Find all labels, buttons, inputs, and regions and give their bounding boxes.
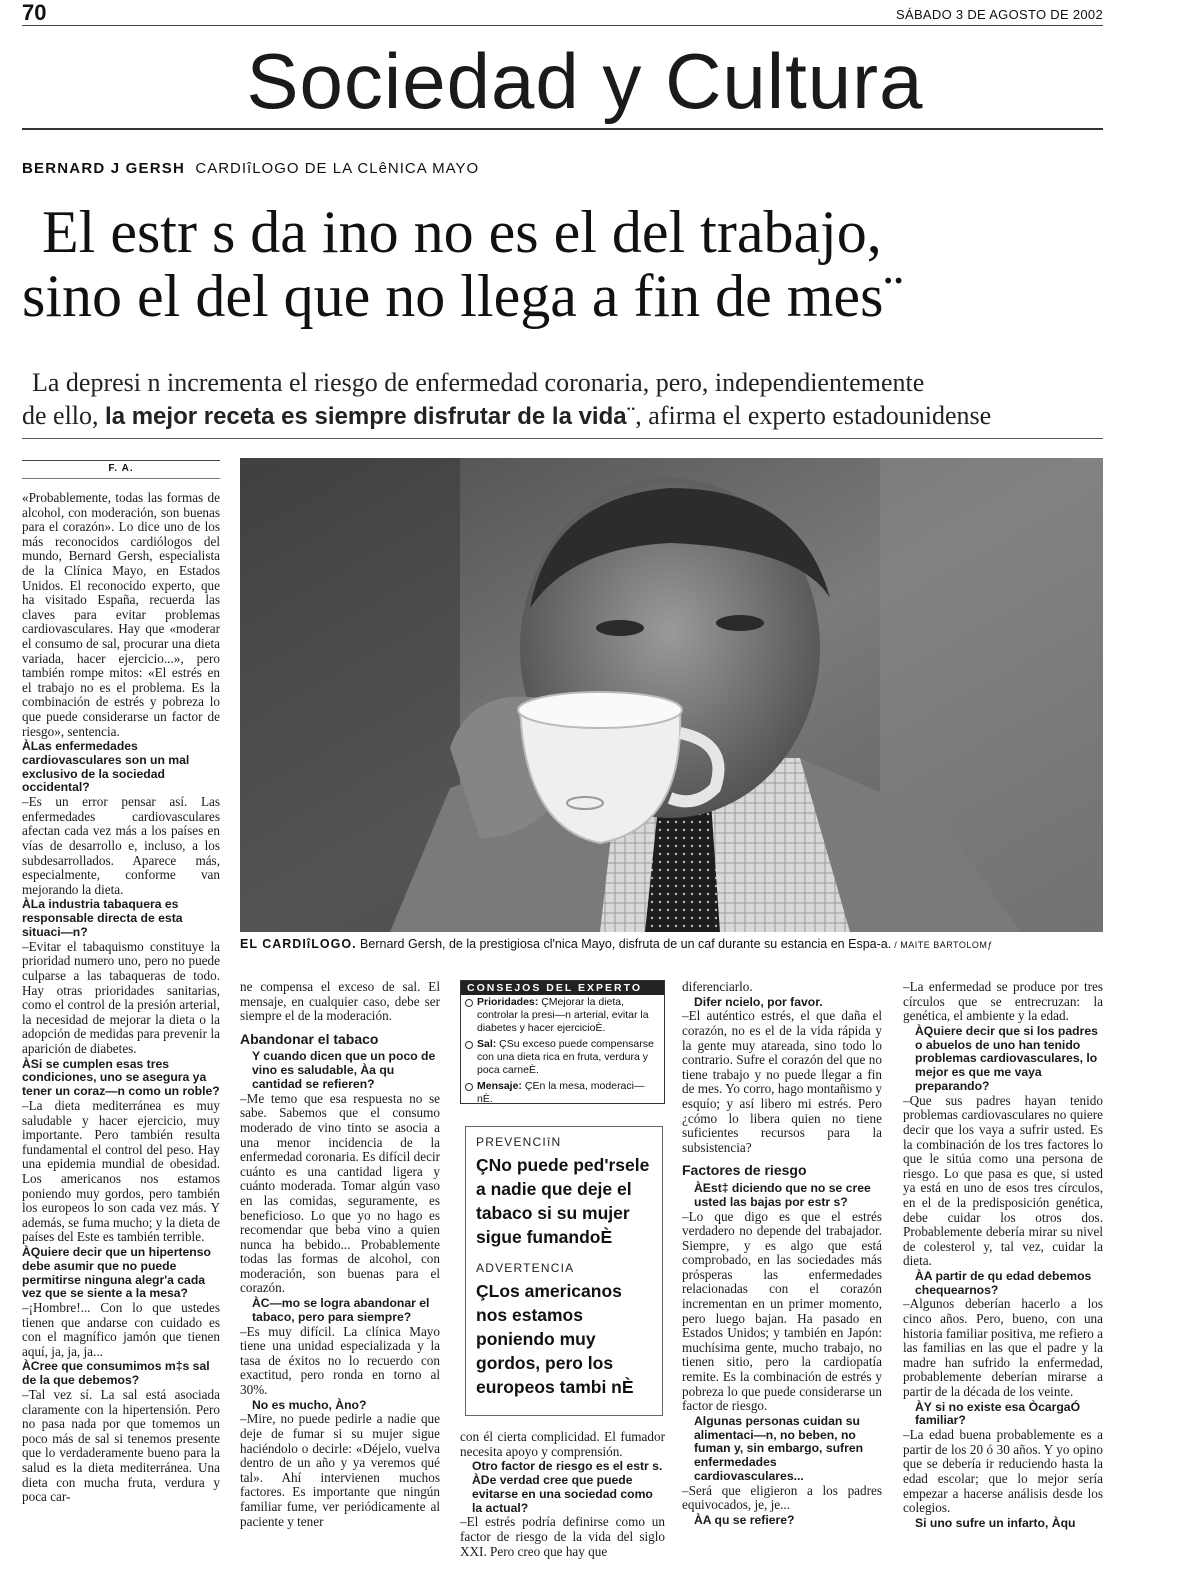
subhead-line-2-start: de ello, bbox=[22, 401, 106, 430]
byline-role: CARDIîLOGO DE LA CLêNICA MAYO bbox=[195, 160, 480, 177]
question: Difer ncielo, por favor. bbox=[694, 994, 823, 1009]
question: Y cuando dicen que un poco de vino es saludable, Àa qu cantidad se refieren? bbox=[252, 1049, 436, 1091]
subheadline bbox=[22, 366, 1112, 433]
section-subheading: Abandonar el tabaco bbox=[240, 1030, 379, 1047]
answer: –Evitar el tabaquismo constituye la prioridad numero uno, pero no puede culparse a las tabaqueras de todo. Hay otras prioridades sanitarias, como el control de la presión arterial, la necesidad de mejorar la dieta o la adopción de medidas para prevenir la aparición de diabetes. bbox=[22, 938, 220, 1056]
photo-illustration bbox=[240, 458, 1103, 932]
answer: –Es un error pensar así. Las enfermedades cardiovasculares afectan cada vez más a los países en vías de desarrollo e, incluso, a los subdesarrollados. Aparece más, especialmente, conforme van mejorando la dieta. bbox=[22, 794, 220, 897]
advice-item bbox=[461, 995, 664, 1037]
question: ÀA partir de qu edad debemos chequearnos? bbox=[915, 1268, 1092, 1297]
caption-label: EL CARDIîLOGO. bbox=[240, 937, 357, 951]
question: Otro factor de riesgo es el estr s. ÀDe verdad cree que puede evitarse en una sociedad como la actual? bbox=[472, 1459, 663, 1515]
subhead-rule bbox=[22, 438, 1103, 439]
question: ÀSi se cumplen esas tres condiciones, uno se asegura ya tener un coraz—n como un roble? bbox=[22, 1056, 220, 1099]
question: ÀC—mo se logra abandonar el tabaco, pero para siempre? bbox=[252, 1296, 430, 1324]
subhead-line-2-bold: la mejor receta es siempre disfrutar de la vida bbox=[105, 403, 627, 430]
bullet-icon bbox=[465, 1041, 473, 1049]
question: ÀA qu se refiere? bbox=[694, 1513, 795, 1527]
article-column-2 bbox=[240, 980, 440, 1529]
answer: –Me temo que esa respuesta no se sabe. Sabemos que el consumo moderado de vino tinto se asocia a una menor incidencia de la enfermedad coronaria. Es difícil decir cuánto es una cantidad ligera y cuánto moderada. Tomar algún vaso en las comidas, seguramente, es beneficioso. Lo que yo no hago es recomendar que beba vino a quien nunca ha bebido... Probablemente todas las formas de alcohol, con moderación, son buenas para el corazón. bbox=[240, 1090, 440, 1296]
question: Algunas personas cuidan su alimentaci—n, no beben, no fuman y, sin embargo, sufren enfermedades cardiovasculares... bbox=[694, 1413, 864, 1484]
answer: –El estrés podría definirse como un factor de riesgo de la vida del siglo XXI. Pero creo que hay que bbox=[460, 1514, 665, 1559]
bullet-icon bbox=[465, 1083, 473, 1091]
section-title: Sociedad y Cultura bbox=[246, 37, 924, 125]
subhead-line-2-end: ¨, afirma el experto estadounidense bbox=[626, 401, 992, 430]
question: Si uno sufre un infarto, Àqu bbox=[915, 1515, 1076, 1530]
headline-line-1: El estr s da ino no es el del trabajo, bbox=[42, 199, 882, 265]
subhead-line-1: La depresi n incrementa el riesgo de enfermedad coronaria, pero, independientemente bbox=[32, 368, 925, 397]
advice-text: ÇMejorar la dieta, controlar la presi—n arterial, evitar la diabetes y hacer ejercicioÈ. bbox=[477, 996, 649, 1034]
article-column-3 bbox=[460, 1430, 665, 1559]
caption-text: Bernard Gersh, de la prestigiosa cl'nica Mayo, disfruta de un caf durante su estancia en Espa-a. bbox=[356, 937, 892, 951]
section-subheading: Factores de riesgo bbox=[682, 1162, 807, 1179]
paragraph: con él cierta complicidad. El fumador necesita apoyo y comprensión. bbox=[460, 1429, 665, 1459]
author-credit: F. A. bbox=[22, 460, 220, 474]
answer: –Algunos deberían hacerlo a los cinco años. Pero, bueno, con una historia familiar positiva, me refiero a las familias en las que el padre y la madre han sufrido la enfermedad, probablemente deberían mirarse a partir de la década de los veinte. bbox=[903, 1296, 1103, 1400]
intro-paragraph: «Probablemente, todas las formas de alcohol, con moderación, son buenas para el corazón». Lo dice uno de los más reconocidos cardiólogos del mundo, Bernard Gersh, especialista de la Clínica Mayo, en Estados Unidos. El reconocido experto, que ha visitado España, recuerda las claves para evitar problemas cardiovasculares. Hay que «moderar el consumo de sal, procurar una dieta variada, hacer ejercicio...», pero también rompe mitos: «El estrés en el trabajo no es el problema. Es la combinación de estrés y pobreza lo que puede considerarse un factor de riesgo», sentencia. bbox=[22, 490, 220, 739]
pull-quote: ÇNo puede ped'rsele a nadie que deje el tabaco si su mujer sigue fumandoÈ bbox=[476, 1155, 650, 1247]
photo-caption bbox=[240, 937, 1103, 951]
advice-item bbox=[461, 1079, 664, 1108]
answer: –Es muy difícil. La clínica Mayo tiene una unidad especializada y la tasa de éxitos no lo recuerdo con exactitud, pero ronda en torno al 30%. bbox=[240, 1323, 440, 1398]
question: ÀQuiere decir que un hipertenso debe asumir que no puede permitirse ninguna alegr'a cada vez que se siente a la mesa? bbox=[22, 1244, 211, 1301]
expert-advice-title: CONSEJOS DEL EXPERTO bbox=[461, 981, 664, 995]
answer: –Mire, no puede pedirle a nadie que deje de fumar si su mujer sigue haciéndolo o decirle: «Déjelo, vuelva dentro de un año y ya veremos qué tal». Ahí intervienen muchos factores. Es importante que ningún familiar fume, ver periódicamente al paciente y tener bbox=[240, 1411, 440, 1529]
issue-date: SÁBADO 3 DE AGOSTO DE 2002 bbox=[896, 7, 1103, 22]
question: ÀEst‡ diciendo que no se cree usted las bajas por estr s? bbox=[694, 1180, 871, 1209]
question: No es mucho, Àno? bbox=[252, 1397, 367, 1412]
bullet-icon bbox=[465, 999, 473, 1007]
pull-quotes-box bbox=[465, 1126, 663, 1416]
pull-quote-label: ADVERTENCIA bbox=[476, 1261, 575, 1275]
answer: –El auténtico estrés, el que daña el corazón, no es el de la vida rápida y la gente muy atareada, sino todo lo contrario. Sufre el corazón del que no tiene trabajo y no puede llegar a fin de mes. Yo corro, hago montañismo y esquío; y así libero mi estrés. Pero ¿cómo lo libera quien no tiene suficientes recursos para la subsistencia? bbox=[682, 1008, 882, 1155]
article-column-4 bbox=[682, 980, 882, 1528]
article-column-5 bbox=[903, 980, 1103, 1531]
pull-quote: ÇLos americanos nos estamos poniendo muy gordos, pero los europeos tambi nÈ bbox=[476, 1281, 634, 1397]
answer: –¡Hombre!... Con lo que ustedes tienen que andarse con cuidado es con el magnífico jamón que tienen aquí, ja, ja, ja... bbox=[22, 1300, 220, 1359]
paragraph: ne compensa el exceso de sal. El mensaje, en cualquier caso, debe ser siempre el de la moderación. bbox=[240, 979, 440, 1024]
advice-label: Prioridades: bbox=[477, 996, 539, 1008]
author-rule bbox=[22, 478, 220, 479]
byline-name: BERNARD J GERSH bbox=[22, 160, 186, 177]
advice-text: ÇSu exceso puede compensarse con una dieta rica en fruta, verdura y poca carneÈ. bbox=[477, 1038, 654, 1076]
question: ÀCree que consumimos m‡s sal de la que debemos? bbox=[22, 1359, 210, 1388]
page-number: 70 bbox=[22, 0, 47, 25]
headline bbox=[22, 200, 1122, 328]
photo-cardiologist-drinking-coffee bbox=[240, 458, 1103, 932]
question: ÀLas enfermedades cardiovasculares son un mal exclusivo de la sociedad occidental? bbox=[22, 739, 190, 795]
answer: –La edad buena probablemente es a partir de los 20 ó 30 años. Y yo opino que se debería ir reduciendo hasta la edad escolar; que lo mejor sería empezar a hacerse análisis desde los colegios. bbox=[903, 1427, 1103, 1516]
advice-item bbox=[461, 1037, 664, 1079]
photo-credit: / MAITE BARTOLOMƒ bbox=[891, 940, 993, 950]
headline-line-2: sino el del que no llega a fin de mes¨ bbox=[22, 263, 904, 329]
pull-quote-label: PREVENCIîN bbox=[476, 1135, 562, 1149]
answer: –La dieta mediterránea es muy saludable y hacer ejercicio, muy importante. Pero también resulta fundamental el control del peso. Hay una epidemia mundial de obesidad. Los americanos nos estamos poniendo muy gordos, pero también los europeos lo son cada vez más. Y además, se fuma mucho; y la dieta de países del Este es también terrible. bbox=[22, 1097, 220, 1245]
advice-label: Mensaje: bbox=[477, 1080, 522, 1092]
article-column-1 bbox=[22, 491, 220, 1505]
answer: –Que sus padres hayan tenido problemas cardiovasculares no quiere decir que los vaya a sufrir usted. Es la combinación de los tres factores lo que le sitúa como una persona de riesgo. Lo que pasa es que, si usted ya está en uno de esos tres círculos, en el de la predisposición genética, debe cuidar los otros dos. Probablemente debería mirar su nivel de colesterol y, tal vez, cuidar la dieta. bbox=[903, 1092, 1103, 1269]
answer: –Lo que digo es que el estrés verdadero no depende del trabajador. Siempre, y es algo que está comprobado, en las sociedades más prósperas las enfermedades relacionadas con el corazón incrementan en un primer momento, pero luego bajan. Ha pasado en Estados Unidos; y también en Japón: muchísima gente, mucho trabajo, no tienen sitio, pero la cardiopatía remite. Es la combinación de estrés y pobreza lo que puede considerarse un factor de riesgo. bbox=[682, 1208, 882, 1414]
paragraph: diferenciarlo. bbox=[682, 979, 753, 994]
expert-advice-box bbox=[460, 980, 665, 1104]
answer: –Tal vez sí. La sal está asociada claramente con la hipertensión. Pero no pasa nada por que tomemos un poco más de sal si tenemos presente que lo verdaderamente bueno para la salud es la dieta mediterránea. Una dieta con mucha fruta, verdura y poca car- bbox=[22, 1387, 220, 1505]
question: ÀQuiere decir que si los padres o abuelos de uno han tenido problemas cardiovasculares, lo mejor es que me vaya preparando? bbox=[915, 1023, 1098, 1093]
byline bbox=[22, 160, 479, 177]
advice-text: ÇEn la mesa, moderaci—nÈ. bbox=[477, 1080, 645, 1105]
section-rule bbox=[22, 128, 1103, 130]
top-rule bbox=[22, 25, 1103, 26]
advice-label: Sal: bbox=[477, 1038, 497, 1050]
question: ÀLa industria tabaquera es responsable directa de esta situaci—n? bbox=[22, 897, 183, 940]
paragraph: –La enfermedad se produce por tres círculos que se entrecruzan: la genética, el ambiente y la edad. bbox=[903, 979, 1103, 1024]
answer: –Será que eligieron a los padres equivocados, je, je... bbox=[682, 1482, 882, 1513]
question: ÀY si no existe esa ÒcargaÓ familiar? bbox=[915, 1399, 1081, 1428]
